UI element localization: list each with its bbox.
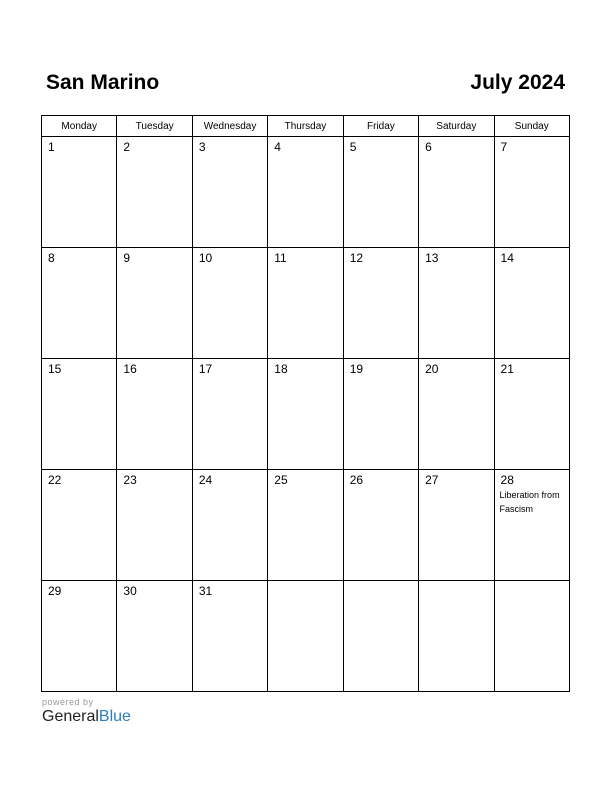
generalblue-logo[interactable]: [42, 708, 131, 726]
day-number: 9: [123, 251, 131, 265]
week-row: [42, 137, 570, 248]
day-cell: [117, 248, 192, 359]
day-number: 28: [500, 473, 514, 487]
day-number: 19: [349, 362, 364, 376]
day-cell: [343, 581, 418, 692]
day-cell: [42, 359, 117, 470]
day-number: 24: [198, 473, 213, 487]
day-cell: [42, 581, 117, 692]
day-number: 30: [123, 584, 137, 598]
day-number: [268, 581, 342, 584]
weekday-header: Saturday: [419, 116, 494, 137]
calendar-grid: [41, 115, 570, 692]
day-number: 7: [500, 140, 508, 154]
day-number: 11: [274, 251, 287, 265]
brand-general-text: General: [42, 708, 99, 725]
day-cell: [117, 470, 192, 581]
weekday-header: Monday: [42, 116, 117, 137]
day-cell: [494, 581, 569, 692]
day-number: 18: [274, 362, 288, 376]
day-cell: [192, 359, 267, 470]
day-cell: [419, 248, 494, 359]
day-cell: [419, 137, 494, 248]
day-number: 20: [425, 362, 439, 376]
day-cell: [117, 137, 192, 248]
weekday-header: Friday: [343, 116, 418, 137]
day-cell: [268, 581, 343, 692]
holiday-label: Liberation from Fascism: [499, 490, 560, 514]
day-cell: [419, 470, 494, 581]
month-title: July 2024: [470, 71, 565, 94]
day-cell: [42, 470, 117, 581]
day-cell: [192, 581, 267, 692]
day-number: 17: [198, 362, 213, 376]
day-cell: [494, 248, 569, 359]
day-number: 13: [425, 251, 439, 265]
day-number: 1: [48, 140, 55, 154]
day-cell: [419, 581, 494, 692]
footer-branding: [42, 697, 131, 726]
day-cell: [268, 137, 343, 248]
brand-blue-text: Blue: [98, 708, 131, 725]
weekday-header-row: [42, 116, 570, 137]
day-number: 14: [500, 251, 514, 265]
powered-by-text: powered by: [42, 697, 94, 707]
week-row: [42, 470, 570, 581]
day-cell: [419, 359, 494, 470]
day-cell: [192, 248, 267, 359]
day-number: 4: [274, 140, 281, 154]
day-number: 5: [349, 140, 357, 154]
day-number: [344, 581, 418, 584]
day-number: 21: [500, 362, 514, 376]
day-cell: [268, 470, 343, 581]
day-number: 22: [48, 473, 62, 487]
day-number: 29: [48, 584, 62, 598]
day-cell: [343, 248, 418, 359]
day-cell: [343, 359, 418, 470]
day-cell: [117, 359, 192, 470]
day-number: 25: [274, 473, 288, 487]
week-row: [42, 581, 570, 692]
day-number: 27: [425, 473, 439, 487]
week-row: [42, 359, 570, 470]
day-cell: [494, 359, 569, 470]
day-cell: [192, 470, 267, 581]
week-row: [42, 248, 570, 359]
day-cell: [268, 359, 343, 470]
weekday-header: Wednesday: [192, 116, 267, 137]
day-cell: [42, 137, 117, 248]
country-title: San Marino: [46, 71, 160, 94]
day-cell: [494, 470, 569, 581]
day-number: 31: [198, 584, 213, 598]
day-number: 2: [123, 140, 131, 154]
day-cell: [343, 470, 418, 581]
day-number: 12: [349, 251, 364, 265]
day-number: 23: [123, 473, 137, 487]
day-cell: [268, 248, 343, 359]
day-number: 26: [349, 473, 364, 487]
weekday-header: Sunday: [494, 116, 569, 137]
weekday-header: Thursday: [268, 116, 343, 137]
day-number: 15: [48, 362, 62, 376]
day-cell: [192, 137, 267, 248]
day-cell: [117, 581, 192, 692]
day-number: [419, 581, 493, 584]
day-number: 8: [48, 251, 55, 265]
day-cell: [42, 248, 117, 359]
weekday-header: Tuesday: [117, 116, 192, 137]
day-number: 6: [425, 140, 432, 154]
day-number: 10: [198, 251, 213, 265]
day-cell: [494, 137, 569, 248]
day-number: [495, 581, 569, 584]
day-number: 3: [198, 140, 206, 154]
day-cell: [343, 137, 418, 248]
day-number: 16: [123, 362, 137, 376]
